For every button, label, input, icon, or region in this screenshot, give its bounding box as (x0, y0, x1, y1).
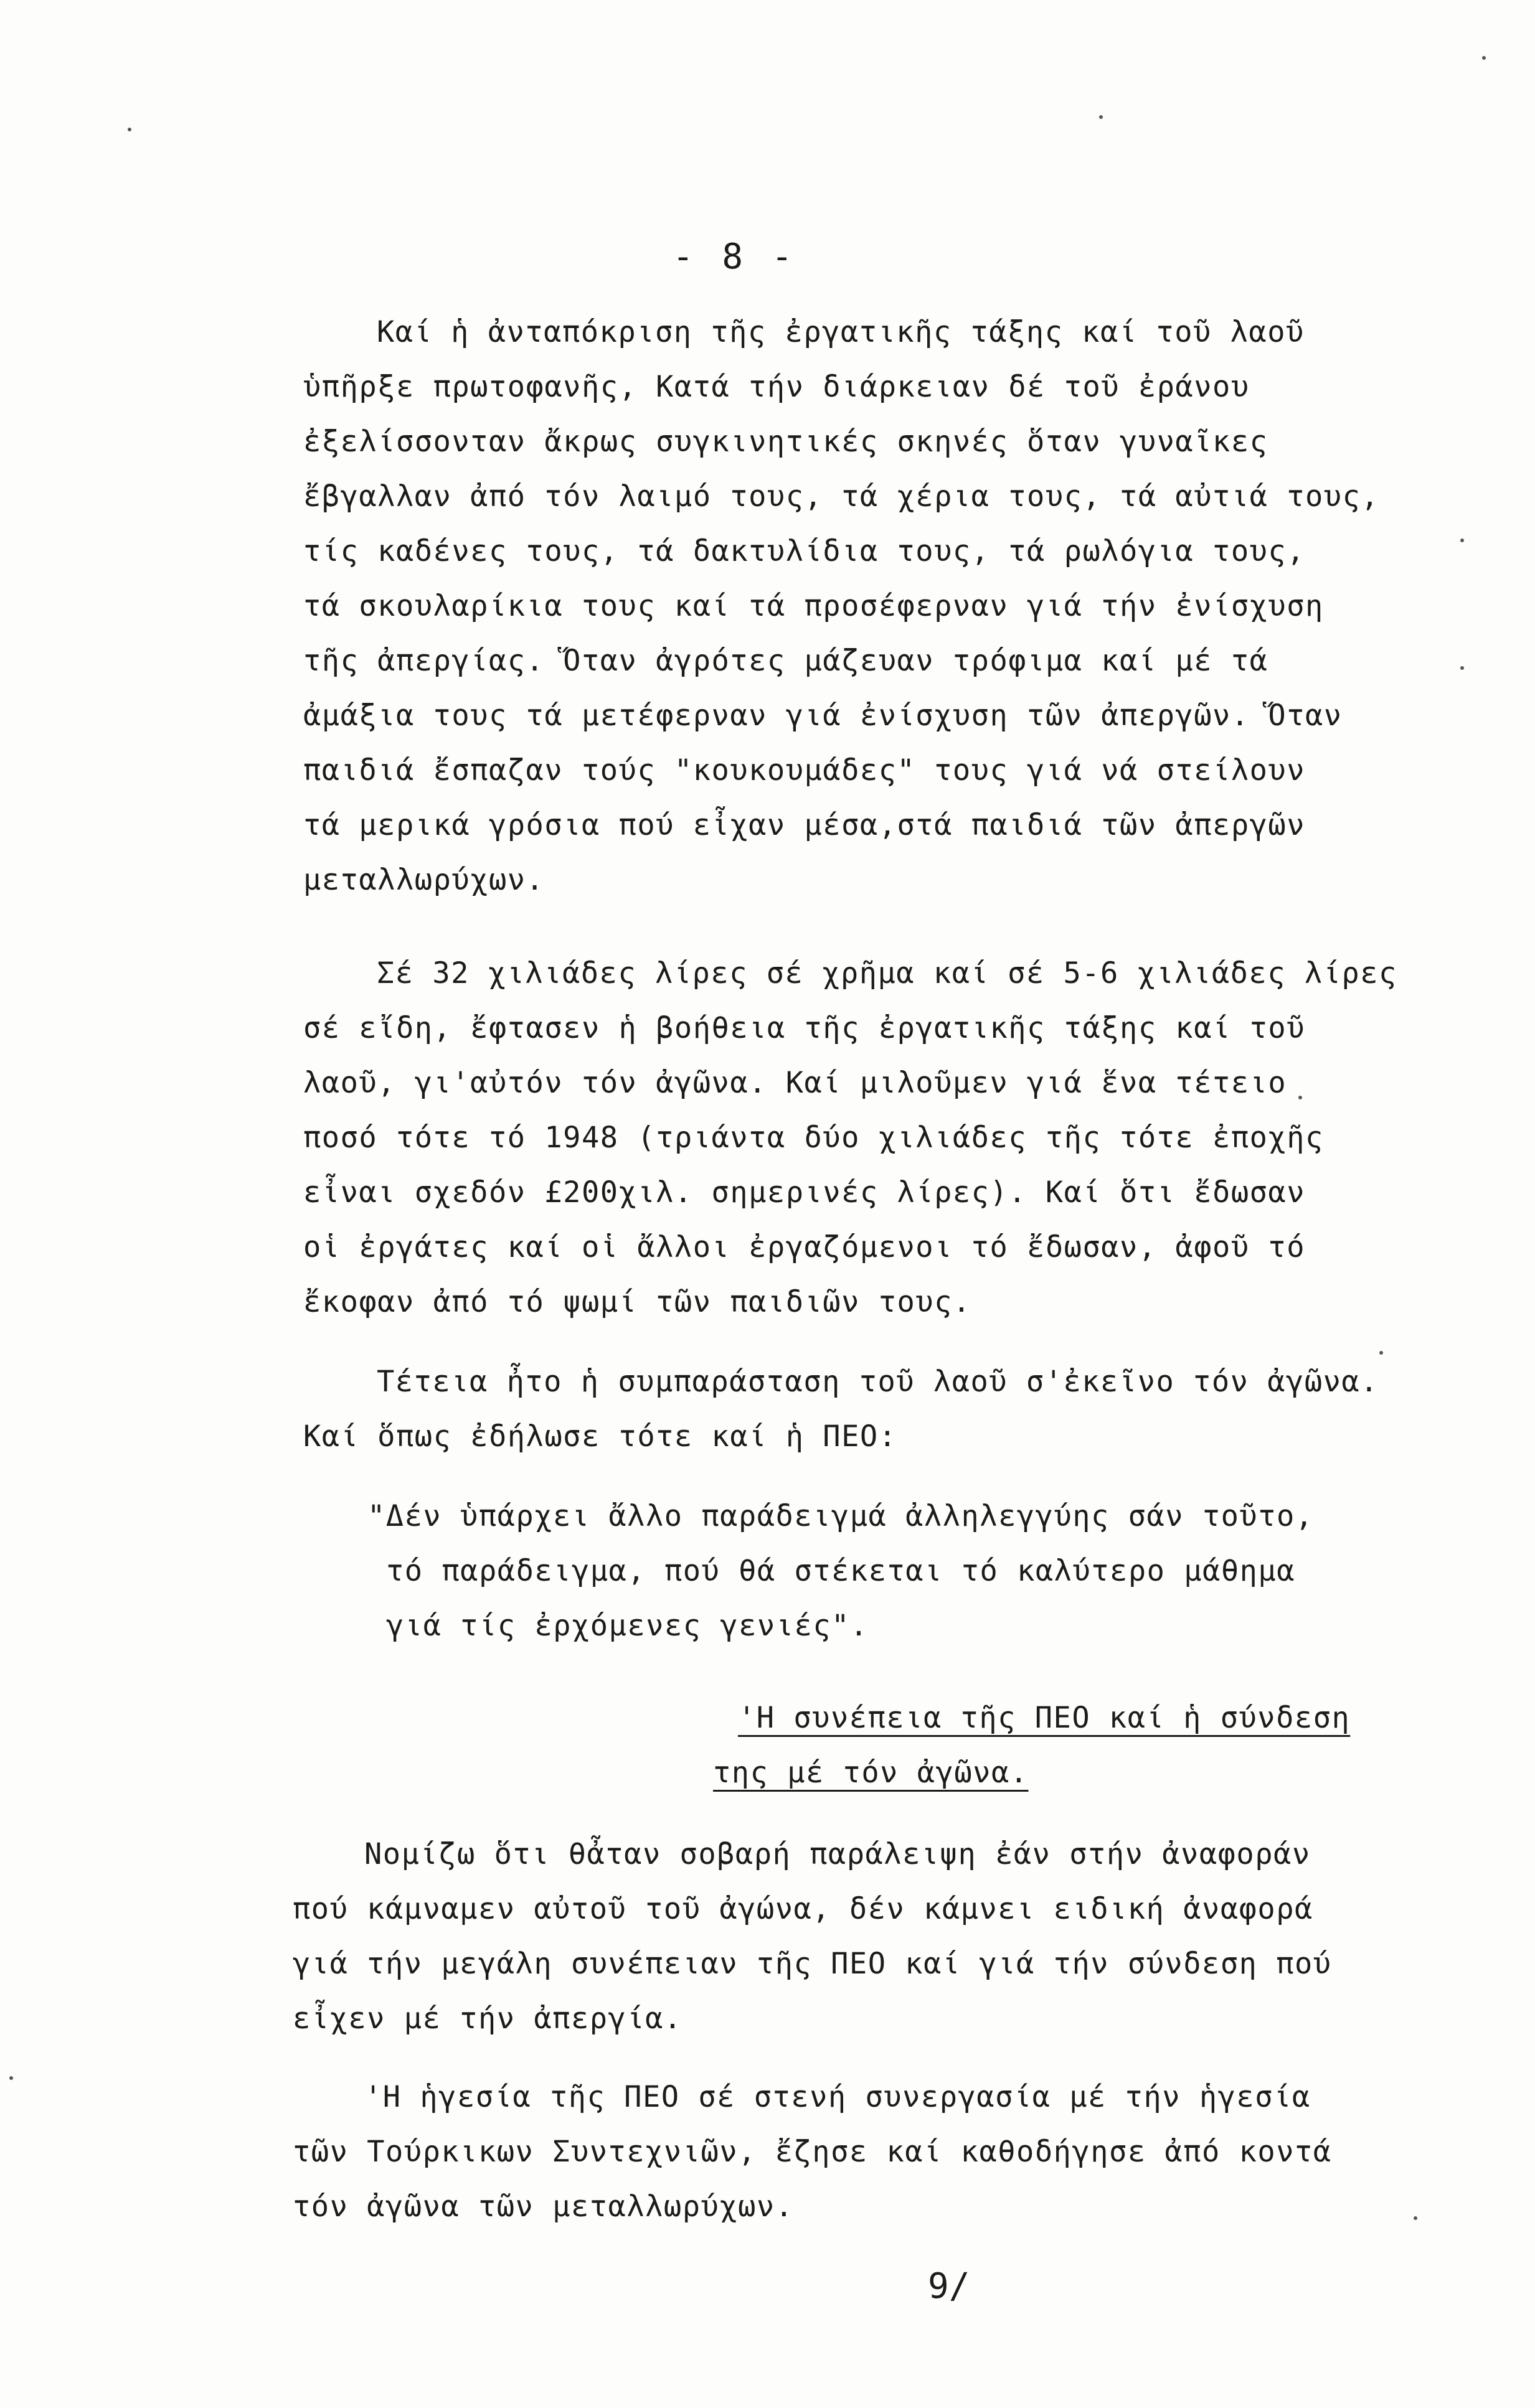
text-line: ὑπῆρξε πρωτοφανῆς, Κατά τήν διάρκειαν δέ τοῦ ἐράνου (303, 370, 1250, 404)
text-line: οἱ ἐργάτες καί οἱ ἄλλοι ἐργαζόμενοι τό ἔδωσαν, ἀφοῦ τό (303, 1230, 1306, 1264)
text-line: τόν ἀγῶνα τῶν μεταλλωρύχων. (293, 2189, 794, 2224)
text-line: Τέτεια ἦτο ἡ συμπαράσταση τοῦ λαοῦ σ'ἐκεῖνο τόν ἀγῶνα. (377, 1365, 1379, 1399)
text-line: τίς καδένες τους, τά δακτυλίδια τους, τά ρωλόγια τους, (303, 534, 1306, 568)
text-line: γιά τήν μεγάλη συνέπειαν τῆς ΠΕΟ καί γιά τήν σύνδεση πού (293, 1947, 1332, 1981)
scan-speck (1414, 2216, 1417, 2220)
text-line: τά μερικά γρόσια πού εἶχαν μέσα,στά παιδιά τῶν ἀπεργῶν (303, 808, 1306, 842)
scan-speck (1460, 539, 1464, 542)
scan-speck (9, 2076, 13, 2080)
text-line: Σέ 32 χιλιάδες λίρες σέ χρῆμα καί σέ 5-6 χιλιάδες λίρες (377, 956, 1397, 990)
text-line: Καί ὅπως ἐδήλωσε τότε καί ἡ ΠΕΟ: (303, 1419, 897, 1454)
text-line: Καί ἡ ἀνταπόκριση τῆς ἐργατικῆς τάξης καί τοῦ λαοῦ (377, 315, 1305, 349)
text-line: ἐξελίσσονταν ἄκρως συγκινητικές σκηνές ὅταν γυναῖκες (303, 425, 1268, 459)
scan-speck (1460, 666, 1464, 670)
text-line: 'Η ἡγεσία τῆς ΠΕΟ σέ στενή συνεργασία μέ τήν ἡγεσία (364, 2080, 1311, 2114)
text-line: πού κάμναμεν αὐτοῦ τοῦ ἀγώνα, δέν κάμνει ειδική ἀναφορά (293, 1892, 1313, 1926)
heading-line: της μέ τόν ἀγῶνα. (713, 1756, 1029, 1790)
scan-speck (1298, 1096, 1302, 1099)
text-line: ἀμάξια τους τά μετέφερναν γιά ἐνίσχυση τῶν ἀπεργῶν. Ὅταν (303, 698, 1343, 733)
text-line: τῶν Τούρκικων Συντεχνιῶν, ἔζησε καί καθοδήγησε ἀπό κοντά (293, 2135, 1332, 2169)
text-line: τῆς ἀπεργίας. Ὅταν ἀγρότες μάζευαν τρόφιμα καί μέ τά (303, 644, 1268, 678)
text-line: σέ εἴδη, ἔφτασεν ἡ βοήθεια τῆς ἐργατικῆς τάξης καί τοῦ (303, 1011, 1306, 1045)
text-line: τά σκουλαρίκια τους καί τά προσέφερναν γιά τήν ἐνίσχυση (303, 589, 1324, 623)
text-line: ἔκοφαν ἀπό τό ψωμί τῶν παιδιῶν τους. (303, 1285, 971, 1319)
quote-line: "Δέν ὑπάρχει ἄλλο παράδειγμά ἀλληλεγγύης σάν τοῦτο, (367, 1499, 1314, 1533)
quote-line: γιά τίς ἐρχόμενες γενιές". (386, 1609, 869, 1643)
heading-line: 'Η συνέπεια τῆς ΠΕΟ καί ἡ σύνδεση (738, 1701, 1351, 1735)
text-line: παιδιά ἔσπαζαν τούς "κουκουμάδες" τους γιά νά στείλουν (303, 753, 1306, 788)
text-line: ἔβγαλλαν ἀπό τόν λαιμό τους, τά χέρια τους, τά αὐτιά τους, (303, 479, 1380, 514)
continuation-marker: 9/ (928, 2266, 970, 2307)
text-line: ποσό τότε τό 1948 (τριάντα δύο χιλιάδες τῆς τότε ἐποχῆς (303, 1121, 1324, 1155)
quote-line: τό παράδειγμα, πού θά στέκεται τό καλύτερο μάθημα (386, 1554, 1296, 1588)
text-line: μεταλλωρύχων. (303, 863, 545, 897)
scan-speck (1099, 115, 1103, 119)
page-number: - 8 - (673, 237, 796, 277)
scan-speck (1482, 56, 1486, 60)
text-line: εἶχεν μέ τήν ἀπεργία. (293, 2001, 682, 2036)
scan-speck (1379, 1351, 1383, 1355)
text-line: εἶναι σχεδόν £200χιλ. σημερινές λίρες). Καί ὅτι ἔδωσαν (303, 1175, 1306, 1210)
text-line: Νομίζω ὅτι θἆταν σοβαρή παράλειψη ἐάν στήν ἀναφοράν (364, 1837, 1311, 1871)
text-line: λαοῦ, γι'αὐτόν τόν ἀγῶνα. Καί μιλοῦμεν γιά ἕνα τέτειο (303, 1066, 1287, 1100)
scan-speck (128, 128, 131, 131)
